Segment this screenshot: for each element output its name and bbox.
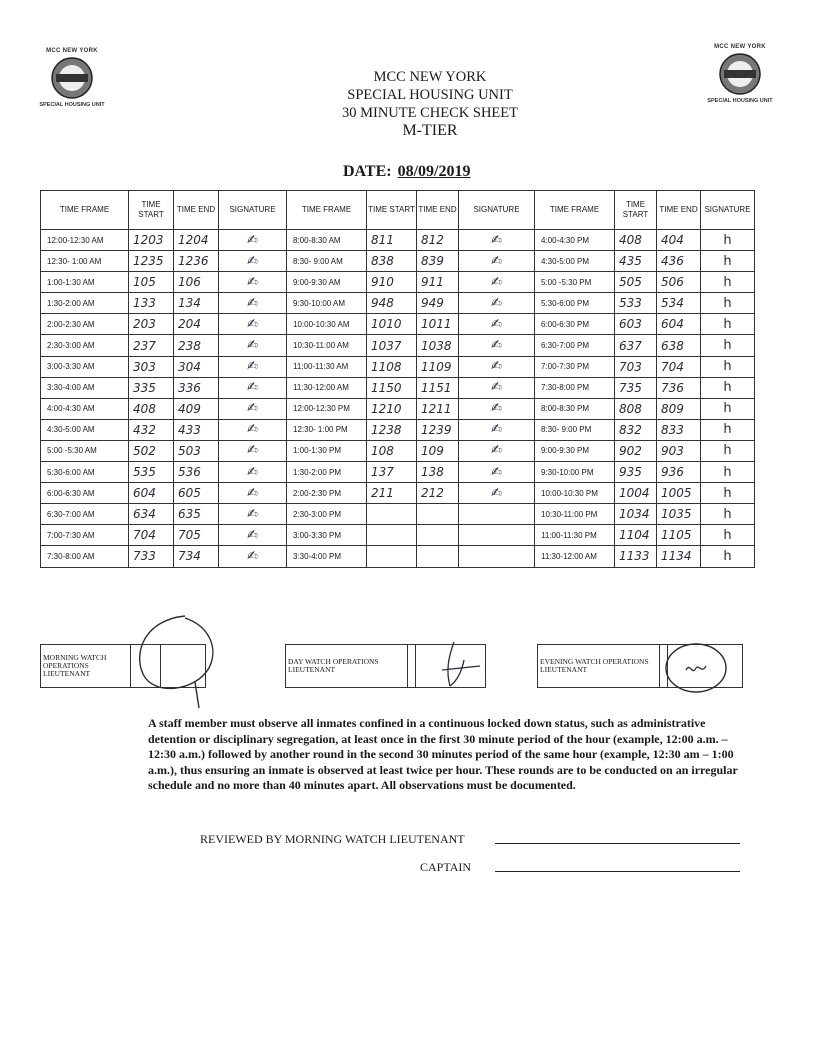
time-start-cell[interactable]: 634 [129, 504, 174, 525]
time-start-cell[interactable]: 105 [129, 272, 174, 293]
reviewed-label: REVIEWED BY MORNING WATCH LIEUTENANT [200, 832, 465, 846]
time-frame-cell: 11:00-11:30 PM [535, 525, 615, 546]
time-end-cell[interactable] [417, 546, 459, 567]
time-frame-cell: 5:30-6:00 AM [41, 462, 129, 483]
signature-cell[interactable]: ✍ [459, 398, 535, 419]
logo-right-bottom-text: SPECIAL HOUSING UNIT [707, 98, 773, 104]
time-end-cell[interactable]: 1105 [657, 525, 701, 546]
time-start-cell[interactable]: 1150 [367, 377, 417, 398]
signature-cell[interactable]: ✍ [219, 398, 287, 419]
evening-signature-scrawl [662, 640, 732, 696]
time-frame-cell: 7:00-7:30 AM [41, 525, 129, 546]
column-header: SIGNATURE [219, 191, 287, 230]
signature-cell[interactable]: ✍ [219, 504, 287, 525]
time-end-cell[interactable]: 833 [657, 419, 701, 440]
time-frame-cell: 3:30-4:00 PM [287, 546, 367, 567]
time-frame-cell: 1:00-1:30 AM [41, 272, 129, 293]
time-frame-cell: 9:30-10:00 PM [535, 462, 615, 483]
time-frame-cell: 11:00-11:30 AM [287, 356, 367, 377]
signature-cell[interactable]: ✍ [459, 272, 535, 293]
time-end-cell[interactable]: 605 [174, 483, 219, 504]
time-frame-cell: 7:30-8:00 AM [41, 546, 129, 567]
time-end-cell[interactable]: 936 [657, 462, 701, 483]
time-end-cell[interactable]: 534 [657, 293, 701, 314]
time-end-cell[interactable]: 704 [657, 356, 701, 377]
time-start-cell[interactable]: 137 [367, 462, 417, 483]
date-row [343, 163, 470, 181]
signature-cell[interactable]: h [701, 272, 755, 293]
signature-cell[interactable]: ✍ [219, 440, 287, 461]
time-end-cell[interactable] [417, 504, 459, 525]
signature-cell[interactable] [408, 645, 416, 688]
time-start-cell[interactable]: 910 [367, 272, 417, 293]
time-start-cell[interactable]: 1238 [367, 419, 417, 440]
time-start-cell[interactable]: 335 [129, 377, 174, 398]
table-row [41, 293, 755, 314]
time-start-cell[interactable]: 811 [367, 230, 417, 251]
column-header: SIGNATURE [701, 191, 755, 230]
time-start-cell[interactable]: 704 [129, 525, 174, 546]
time-frame-cell: 11:30-12:00 AM [535, 546, 615, 567]
time-frame-cell: 9:00-9:30 AM [287, 272, 367, 293]
title-line: MCC NEW YORK [373, 69, 487, 85]
time-start-cell[interactable] [367, 525, 417, 546]
time-frame-cell: 8:30- 9:00 AM [287, 251, 367, 272]
time-start-cell[interactable]: 203 [129, 314, 174, 335]
table-row [41, 251, 755, 272]
time-frame-cell: 5:30-6:00 PM [535, 293, 615, 314]
time-start-cell[interactable]: 703 [615, 356, 657, 377]
time-end-cell[interactable]: 212 [417, 483, 459, 504]
signature-cell[interactable]: ✍ [219, 335, 287, 356]
time-end-cell[interactable]: 949 [417, 293, 459, 314]
time-start-cell[interactable]: 637 [615, 335, 657, 356]
signature-cell[interactable]: ✍ [219, 251, 287, 272]
signature-cell[interactable]: h [701, 504, 755, 525]
signature-cell[interactable]: ✍ [219, 314, 287, 335]
time-frame-cell: 12:30- 1:00 PM [287, 419, 367, 440]
time-start-cell[interactable]: 432 [129, 419, 174, 440]
time-frame-cell: 10:30-11:00 PM [535, 504, 615, 525]
time-start-cell[interactable]: 1235 [129, 251, 174, 272]
time-frame-cell: 3:00-3:30 AM [41, 356, 129, 377]
signature-cell[interactable]: h [701, 293, 755, 314]
time-end-cell[interactable]: 536 [174, 462, 219, 483]
time-start-cell[interactable]: 1034 [615, 504, 657, 525]
time-start-cell[interactable]: 108 [367, 440, 417, 461]
signature-cell[interactable]: ✍ [219, 230, 287, 251]
time-frame-cell: 2:30-3:00 AM [41, 335, 129, 356]
signature-cell[interactable]: h [701, 440, 755, 461]
time-start-cell[interactable]: 1210 [367, 398, 417, 419]
time-end-cell[interactable]: 1005 [657, 483, 701, 504]
morning-signature-scrawl [125, 612, 235, 712]
time-frame-cell: 10:00-10:30 AM [287, 314, 367, 335]
table-row [41, 314, 755, 335]
time-end-cell[interactable]: 839 [417, 251, 459, 272]
column-header: TIME END [657, 191, 701, 230]
logo-right-top-text: MCC NEW YORK [714, 44, 766, 50]
time-end-cell[interactable]: 506 [657, 272, 701, 293]
table-row [41, 398, 755, 419]
time-start-cell[interactable]: 603 [615, 314, 657, 335]
seal-icon [50, 56, 94, 100]
time-end-cell[interactable]: 604 [657, 314, 701, 335]
morning-watch-label: MORNING WATCH OPERATIONS LIEUTENANT [41, 645, 131, 688]
time-start-cell[interactable]: 1108 [367, 356, 417, 377]
time-end-cell[interactable]: 638 [657, 335, 701, 356]
time-end-cell[interactable]: 436 [657, 251, 701, 272]
signature-cell[interactable]: h [701, 525, 755, 546]
signature-cell[interactable]: ✍ [459, 377, 535, 398]
signature-cell[interactable]: ✍ [459, 293, 535, 314]
time-frame-cell: 8:00-8:30 AM [287, 230, 367, 251]
captain-label: CAPTAIN [420, 860, 472, 874]
time-frame-cell: 6:30-7:00 PM [535, 335, 615, 356]
logo-left-bottom-text: SPECIAL HOUSING UNIT [39, 102, 105, 108]
time-start-cell[interactable]: 211 [367, 483, 417, 504]
time-frame-cell: 7:00-7:30 PM [535, 356, 615, 377]
column-header: TIME START [615, 191, 657, 230]
time-end-cell[interactable]: 433 [174, 419, 219, 440]
time-start-cell[interactable]: 303 [129, 356, 174, 377]
time-end-cell[interactable]: 1134 [657, 546, 701, 567]
table-row [41, 335, 755, 356]
time-end-cell[interactable]: 734 [174, 546, 219, 567]
column-header: TIME START [129, 191, 174, 230]
day-signature-scrawl [436, 640, 486, 692]
time-frame-cell: 1:00-1:30 PM [287, 440, 367, 461]
time-start-cell[interactable]: 133 [129, 293, 174, 314]
signature-cell[interactable]: h [701, 356, 755, 377]
time-start-cell[interactable] [367, 546, 417, 567]
signature-cell[interactable]: ✍ [219, 546, 287, 567]
time-end-cell[interactable]: 503 [174, 440, 219, 461]
time-end-cell[interactable]: 809 [657, 398, 701, 419]
time-start-cell[interactable]: 902 [615, 440, 657, 461]
time-frame-cell: 6:00-6:30 PM [535, 314, 615, 335]
logo-left [32, 48, 112, 108]
table-row [41, 525, 755, 546]
table-row [41, 462, 755, 483]
signature-cell[interactable]: h [701, 314, 755, 335]
signature-cell[interactable]: ✍ [219, 483, 287, 504]
time-frame-cell: 5:00 -5:30 PM [535, 272, 615, 293]
time-frame-cell: 6:30-7:00 AM [41, 504, 129, 525]
spacer [486, 645, 538, 688]
time-frame-cell: 1:30-2:00 PM [287, 462, 367, 483]
evening-watch-label: EVENING WATCH OPERATIONS LIEUTENANT [538, 645, 660, 688]
time-frame-cell: 12:00-12:30 AM [41, 230, 129, 251]
signature-cell[interactable]: h [701, 398, 755, 419]
signature-cell[interactable]: h [701, 546, 755, 567]
date-label: DATE: [343, 163, 392, 180]
time-start-cell[interactable]: 237 [129, 335, 174, 356]
time-frame-cell: 12:30- 1:00 AM [41, 251, 129, 272]
time-start-cell[interactable]: 1104 [615, 525, 657, 546]
time-end-cell[interactable]: 1109 [417, 356, 459, 377]
time-end-cell[interactable]: 1204 [174, 230, 219, 251]
time-start-cell[interactable]: 1133 [615, 546, 657, 567]
time-end-cell[interactable]: 903 [657, 440, 701, 461]
signature-cell[interactable]: h [701, 462, 755, 483]
time-start-cell[interactable]: 408 [615, 230, 657, 251]
time-frame-cell: 9:30-10:00 AM [287, 293, 367, 314]
time-start-cell[interactable]: 408 [129, 398, 174, 419]
time-start-cell[interactable]: 1203 [129, 230, 174, 251]
signature-cell[interactable]: ✍ [459, 462, 535, 483]
signature-cell[interactable]: h [701, 377, 755, 398]
table-row [41, 419, 755, 440]
signature-cell[interactable]: h [701, 419, 755, 440]
signature-cell[interactable]: ✍ [219, 272, 287, 293]
signature-cell[interactable]: ✍ [459, 440, 535, 461]
time-end-cell[interactable] [417, 525, 459, 546]
time-start-cell[interactable]: 502 [129, 440, 174, 461]
title-line: 30 MINUTE CHECK SHEET [341, 105, 518, 121]
table-header-row [41, 191, 755, 230]
time-start-cell[interactable]: 832 [615, 419, 657, 440]
time-end-cell[interactable]: 635 [174, 504, 219, 525]
table-row [41, 504, 755, 525]
time-frame-cell: 6:00-6:30 AM [41, 483, 129, 504]
table-row [41, 230, 755, 251]
signature-cell[interactable]: ✍ [459, 483, 535, 504]
time-end-cell[interactable]: 336 [174, 377, 219, 398]
time-end-cell[interactable]: 1038 [417, 335, 459, 356]
time-end-cell[interactable]: 106 [174, 272, 219, 293]
column-header: SIGNATURE [459, 191, 535, 230]
time-end-cell[interactable]: 404 [657, 230, 701, 251]
signature-cell[interactable]: ✍ [459, 251, 535, 272]
check-sheet-table [40, 190, 755, 568]
signature-cell[interactable]: ✍ [459, 356, 535, 377]
time-frame-cell: 8:00-8:30 PM [535, 398, 615, 419]
signature-cell[interactable]: ✍ [219, 293, 287, 314]
signature-cell[interactable] [459, 504, 535, 525]
time-frame-cell: 10:30-11:00 AM [287, 335, 367, 356]
column-header: TIME END [417, 191, 459, 230]
time-start-cell[interactable] [367, 504, 417, 525]
time-start-cell[interactable]: 735 [615, 377, 657, 398]
date-value: 08/09/2019 [397, 163, 471, 180]
column-header: TIME FRAME [535, 191, 615, 230]
seal-icon [718, 52, 762, 96]
title-line: M-TIER [402, 122, 458, 139]
time-end-cell[interactable]: 134 [174, 293, 219, 314]
time-end-cell[interactable]: 1239 [417, 419, 459, 440]
signature-cell[interactable]: h [701, 483, 755, 504]
time-frame-cell: 4:30-5:00 PM [535, 251, 615, 272]
time-end-cell[interactable]: 1211 [417, 398, 459, 419]
time-end-cell[interactable]: 409 [174, 398, 219, 419]
captain-signature-line[interactable] [495, 871, 740, 872]
time-start-cell[interactable]: 1010 [367, 314, 417, 335]
time-start-cell[interactable]: 1037 [367, 335, 417, 356]
table-row [41, 272, 755, 293]
time-end-cell[interactable]: 1236 [174, 251, 219, 272]
time-start-cell[interactable]: 838 [367, 251, 417, 272]
logo-right [700, 44, 780, 104]
time-start-cell[interactable]: 948 [367, 293, 417, 314]
signature-cell[interactable]: ✍ [459, 335, 535, 356]
signature-cell[interactable]: h [701, 251, 755, 272]
time-frame-cell: 10:00-10:30 PM [535, 483, 615, 504]
time-frame-cell: 8:30- 9:00 PM [535, 419, 615, 440]
logo-left-top-text: MCC NEW YORK [46, 48, 98, 54]
table-row [41, 440, 755, 461]
day-watch-label: DAY WATCH OPERATIONS LIEUTENANT [286, 645, 408, 688]
time-start-cell[interactable]: 604 [129, 483, 174, 504]
time-end-cell[interactable]: 109 [417, 440, 459, 461]
reviewed-signature-line[interactable] [495, 843, 740, 844]
column-header: TIME END [174, 191, 219, 230]
signature-cell[interactable]: ✍ [459, 314, 535, 335]
time-end-cell[interactable]: 705 [174, 525, 219, 546]
time-frame-cell: 11:30-12:00 AM [287, 377, 367, 398]
time-start-cell[interactable]: 1004 [615, 483, 657, 504]
time-end-cell[interactable]: 238 [174, 335, 219, 356]
time-start-cell[interactable]: 435 [615, 251, 657, 272]
time-frame-cell: 1:30-2:00 AM [41, 293, 129, 314]
title-line: SPECIAL HOUSING UNIT [347, 87, 513, 103]
time-end-cell[interactable]: 812 [417, 230, 459, 251]
time-frame-cell: 9:00-9:30 PM [535, 440, 615, 461]
signature-cell[interactable]: ✍ [219, 419, 287, 440]
time-frame-cell: 12:00-12:30 PM [287, 398, 367, 419]
signature-cell[interactable]: h [701, 230, 755, 251]
time-start-cell[interactable]: 533 [615, 293, 657, 314]
time-end-cell[interactable]: 138 [417, 462, 459, 483]
time-frame-cell: 4:30-5:00 AM [41, 419, 129, 440]
signature-cell[interactable]: ✍ [219, 462, 287, 483]
table-row [41, 546, 755, 567]
time-frame-cell: 3:00-3:30 PM [287, 525, 367, 546]
time-frame-cell: 2:00-2:30 AM [41, 314, 129, 335]
signature-cell[interactable] [459, 546, 535, 567]
time-start-cell[interactable]: 535 [129, 462, 174, 483]
time-end-cell[interactable]: 911 [417, 272, 459, 293]
time-frame-cell: 5:00 -5:30 AM [41, 440, 129, 461]
time-start-cell[interactable]: 505 [615, 272, 657, 293]
signature-cell[interactable]: h [701, 335, 755, 356]
signature-cell[interactable]: ✍ [219, 525, 287, 546]
signature-cell[interactable]: ✍ [219, 356, 287, 377]
column-header: TIME FRAME [41, 191, 129, 230]
time-start-cell[interactable]: 935 [615, 462, 657, 483]
time-end-cell[interactable]: 204 [174, 314, 219, 335]
time-frame-cell: 4:00-4:30 PM [535, 230, 615, 251]
time-end-cell[interactable]: 304 [174, 356, 219, 377]
signature-cell[interactable] [459, 525, 535, 546]
signature-cell[interactable]: ✍ [459, 230, 535, 251]
time-end-cell[interactable]: 1011 [417, 314, 459, 335]
table-row [41, 356, 755, 377]
time-frame-cell: 2:00-2:30 PM [287, 483, 367, 504]
table-row [41, 377, 755, 398]
time-frame-cell: 2:30-3:00 PM [287, 504, 367, 525]
time-frame-cell: 7:30-8:00 PM [535, 377, 615, 398]
time-end-cell[interactable]: 736 [657, 377, 701, 398]
instructions-paragraph: A staff member must observe all inmates confined in a continuous locked down status, such as administrative detention or disciplinary segregation, at least once in the first 30 minute period of the hour (example, 12:00 a.m. – 12:30 a.m.) followed by another round in the second 30 minutes period of the same hour (example, 12:30 am – 1:00 a.m.), thus ensuring an inmate is observed at least twice per hour. These rounds are to be conducted on an irregular schedule and no more than 40 minutes apart. All observations must be documented. [148, 716, 738, 792]
time-frame-cell: 4:00-4:30 AM [41, 398, 129, 419]
signature-cell[interactable]: ✍ [219, 377, 287, 398]
table-row [41, 483, 755, 504]
page-title [300, 68, 560, 140]
signature-cell[interactable]: ✍ [459, 419, 535, 440]
time-frame-cell: 3:30-4:00 AM [41, 377, 129, 398]
time-end-cell[interactable]: 1151 [417, 377, 459, 398]
time-end-cell[interactable]: 1035 [657, 504, 701, 525]
column-header: TIME FRAME [287, 191, 367, 230]
time-start-cell[interactable]: 808 [615, 398, 657, 419]
column-header: TIME START [367, 191, 417, 230]
time-start-cell[interactable]: 733 [129, 546, 174, 567]
